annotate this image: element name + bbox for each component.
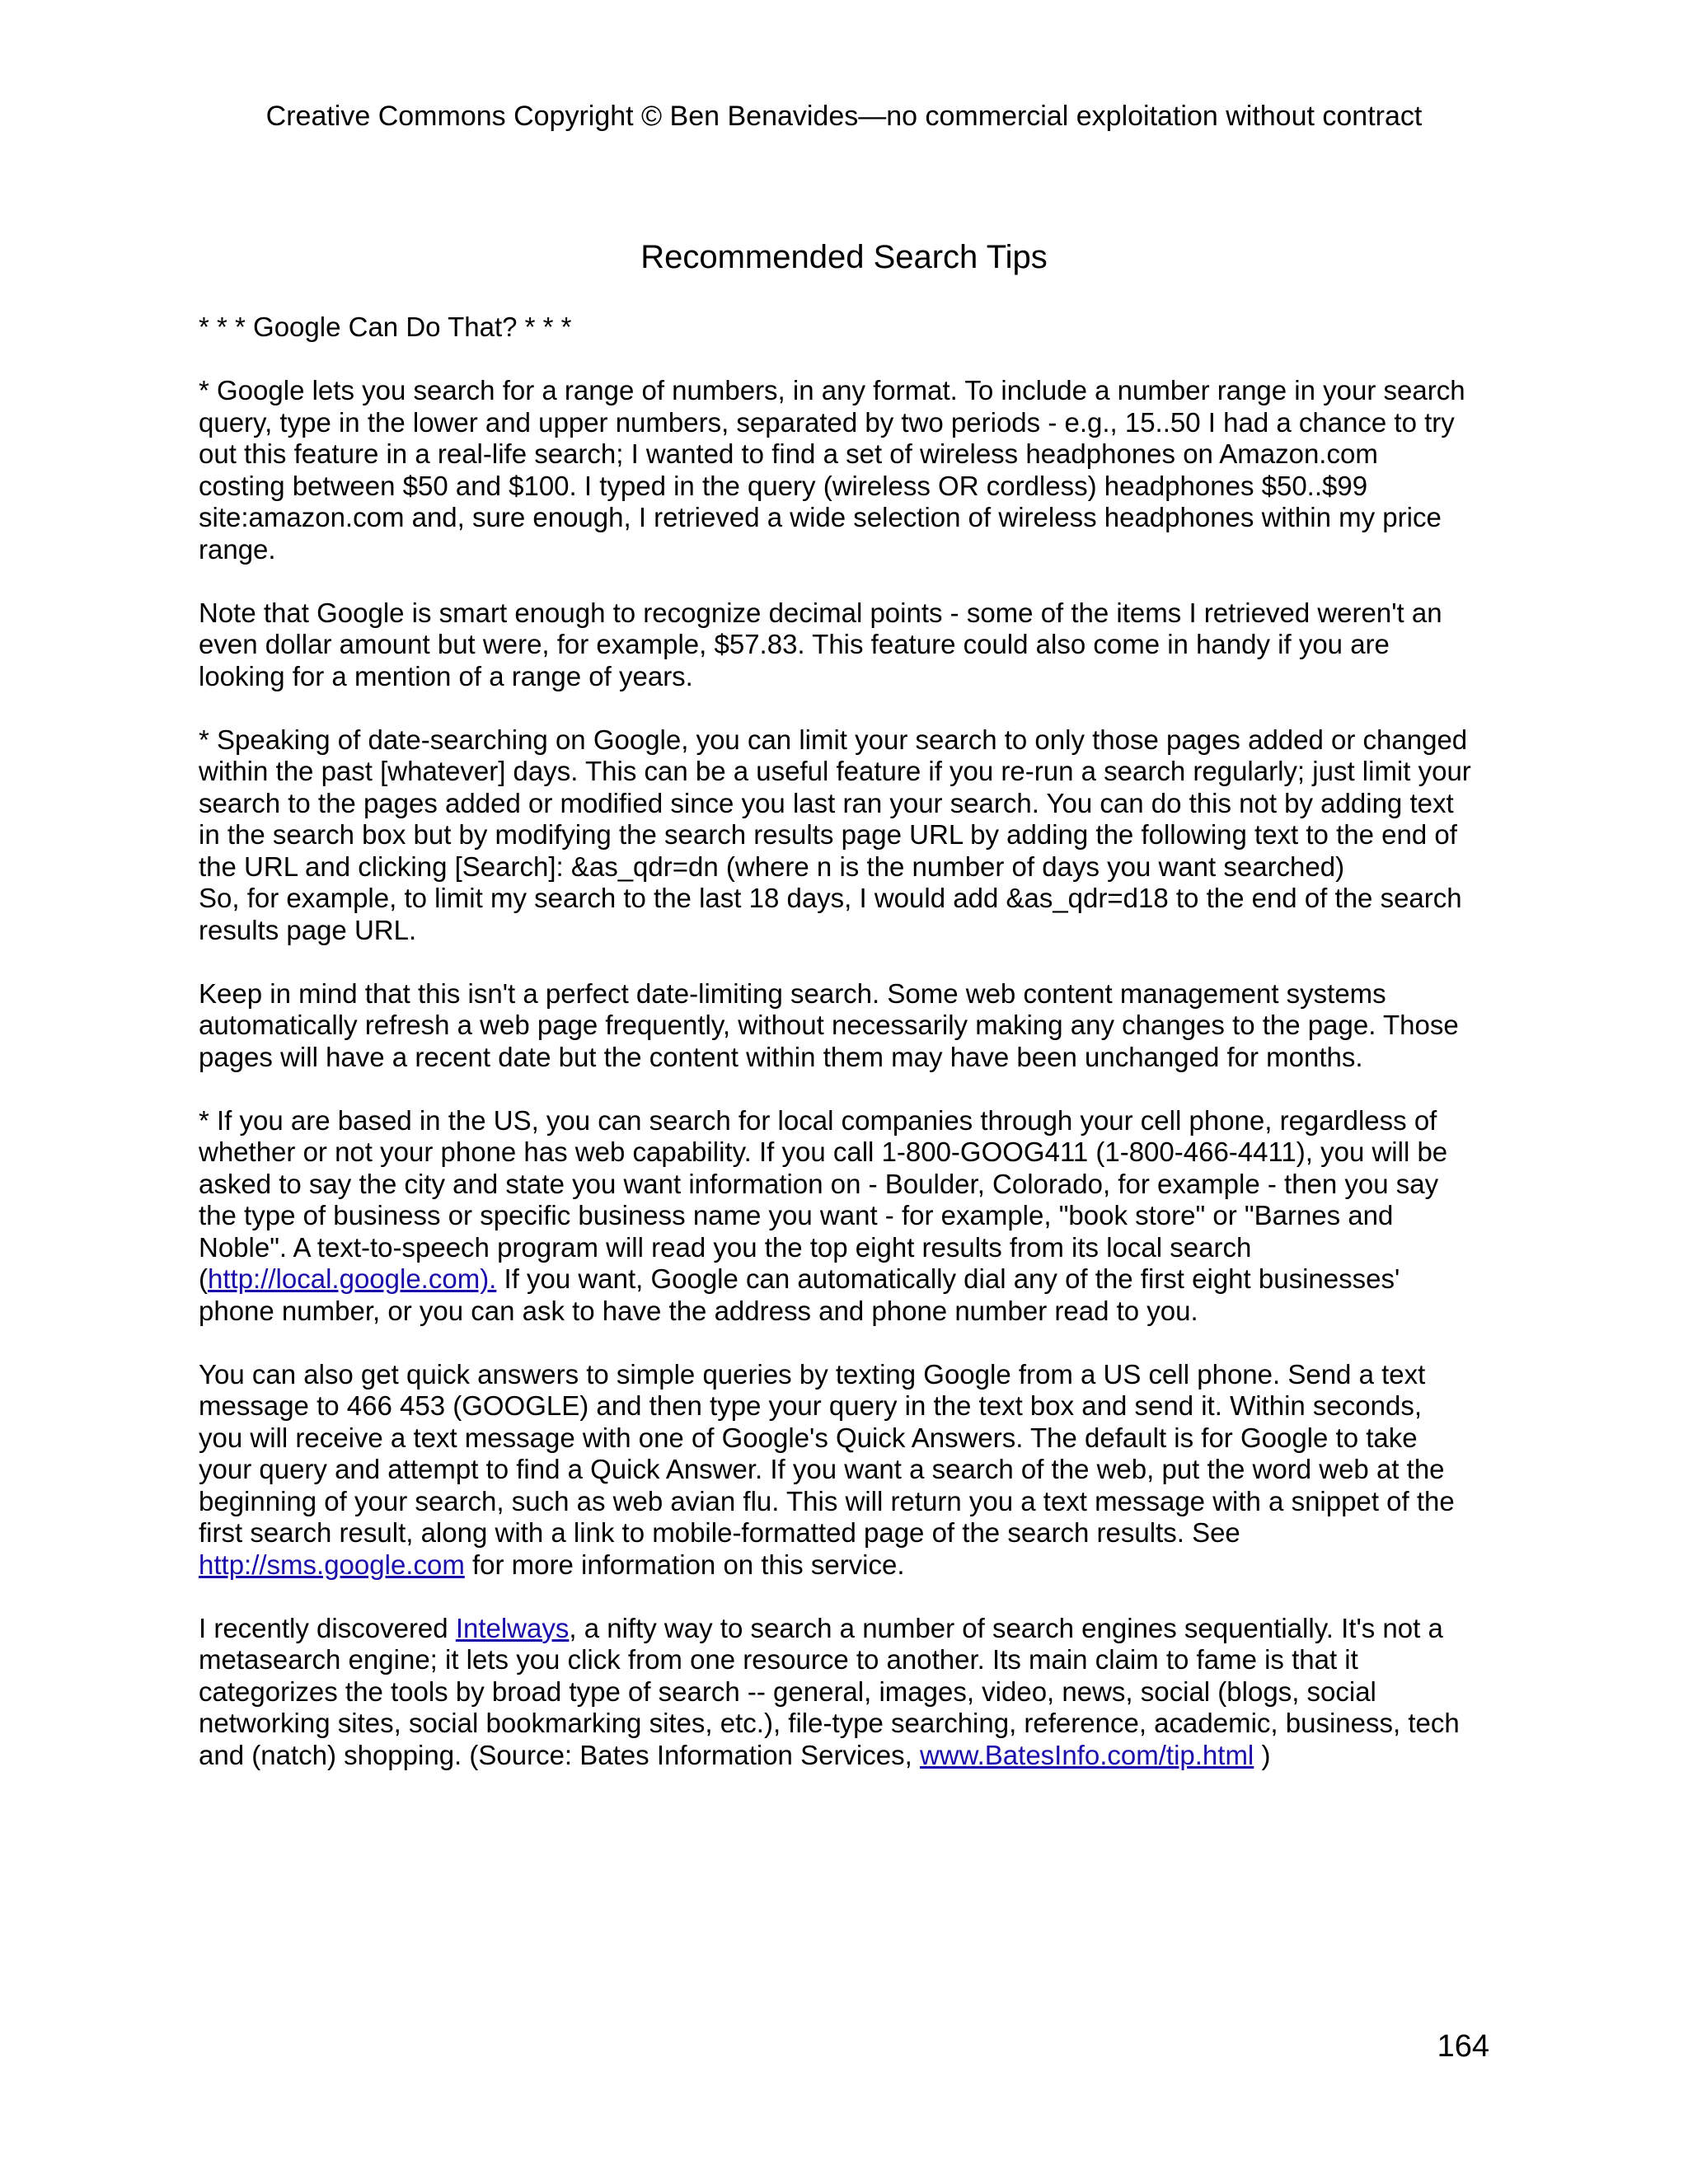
local-google-link[interactable]: http://local.google.com).: [208, 1263, 497, 1294]
paragraph-intelways-text-start: I recently discovered: [199, 1612, 456, 1643]
paragraph-intelways: [199, 1613, 1501, 1772]
batesinfo-link[interactable]: www.BatesInfo.com/tip.html: [919, 1739, 1254, 1770]
paragraph-goog411-text-end: If you want, Google can automatically dial any of the first eight businesses' phone number, or you can ask to have the address and phone number read to you.: [199, 1263, 1400, 1326]
paragraph-number-range: * Google lets you search for a range of numbers, in any format. To include a number range in your search query, type in the lower and upper numbers, separated by two periods - e.g., 15..50 I had a chance to try out this feature in a real-life search; I wanted to find a set of wireless headphones on Amazon.com costing between $50 and $100. I typed in the query (wireless OR cordless) headphones $50..$99 site:amazon.com and, sure enough, I retrieved a wide selection of wireless headphones within my price range.: [199, 375, 1465, 565]
copyright-header: Creative Commons Copyright © Ben Benavides—no commercial exploitation without contract: [265, 101, 1423, 132]
paragraph-goog411-text-start: * If you are based in the US, you can search for local companies through your cell phone, regardless of whether or not your phone has web capability. If you call 1-800-GOOG411 (1-800-466-4411), you will be asked to say the city and state you want information on - Boulder, Colorado, for example - then you say the type of business or specific business name you want - for example, "book store" or "Barnes and Noble". A text-to-speech program will read you the top eight results from its local search (: [199, 1104, 1448, 1294]
section-subheading: * * * Google Can Do That? * * *: [199, 312, 572, 342]
paragraph-intelways-text-end: ): [1254, 1739, 1271, 1770]
paragraph-sms-text-end: for more information on this service.: [464, 1549, 905, 1580]
article-body: [199, 312, 1501, 1803]
paragraph-date-search: * Speaking of date-searching on Google, you can limit your search to only those pages added or changed within the past [whatever] days. This can be a useful feature if you re-run a search regularly; just limit your search to the pages added or modified since you last ran your search. You can do this not by adding text in the search box but by modifying the search results page URL by adding the following text to the end of the URL and clicking [Search]: &as_qdr=dn (where n is the number of days you want searched) So, for example, to limit my search to the last 18 days, I would add &as_qdr=d18 to the end of the search results page URL.: [199, 724, 1471, 945]
intelways-link[interactable]: Intelways: [455, 1612, 570, 1643]
paragraph-goog411: [199, 1105, 1501, 1328]
paragraph-date-limit-caveat: Keep in mind that this isn't a perfect date-limiting search. Some web content management systems automatically refresh a web page frequently, without necessarily making any changes to the page. Those pages will have a recent date but the content within them may have been unchanged for months.: [199, 977, 1459, 1072]
paragraph-decimal-points: Note that Google is smart enough to recognize decimal points - some of the items I retrieved weren't an even dollar amount but were, for example, $57.83. This feature could also come in handy if you are looking for a mention of a range of years.: [199, 597, 1442, 691]
paragraph-sms-text-start: You can also get quick answers to simple queries by texting Google from a US cell phone. Send a text message to 466 453 (GOOGLE) and then type your query in the text box and send it. Within seconds, you will receive a text message with one of Google's Quick Answers. The default is for Google to take your query and attempt to find a Quick Answer. If you want a search of the web, put the word web at the beginning of your search, such as web avian flu. This will return you a text message with a snippet of the first search result, along with a link to mobile-formatted page of the search results. See: [199, 1358, 1455, 1548]
sms-google-link[interactable]: http://sms.google.com: [199, 1549, 465, 1580]
paragraph-intelways-text-middle: , a nifty way to search a number of search engines sequentially. It's not a metasearch engine; it lets you click from one resource to another. Its main claim to fame is that it categorizes the tools by broad type of search -- general, images, video, news, social (blogs, social networking sites, social bookmarking sites, etc.), file-type searching, reference, academic, business, tech and (natch) shopping. (Source: Bates Information Services,: [199, 1612, 1460, 1770]
paragraph-sms-search: [199, 1359, 1501, 1582]
page-number: 164: [1437, 2029, 1489, 2064]
page-title: Recommended Search Tips: [640, 239, 1048, 275]
